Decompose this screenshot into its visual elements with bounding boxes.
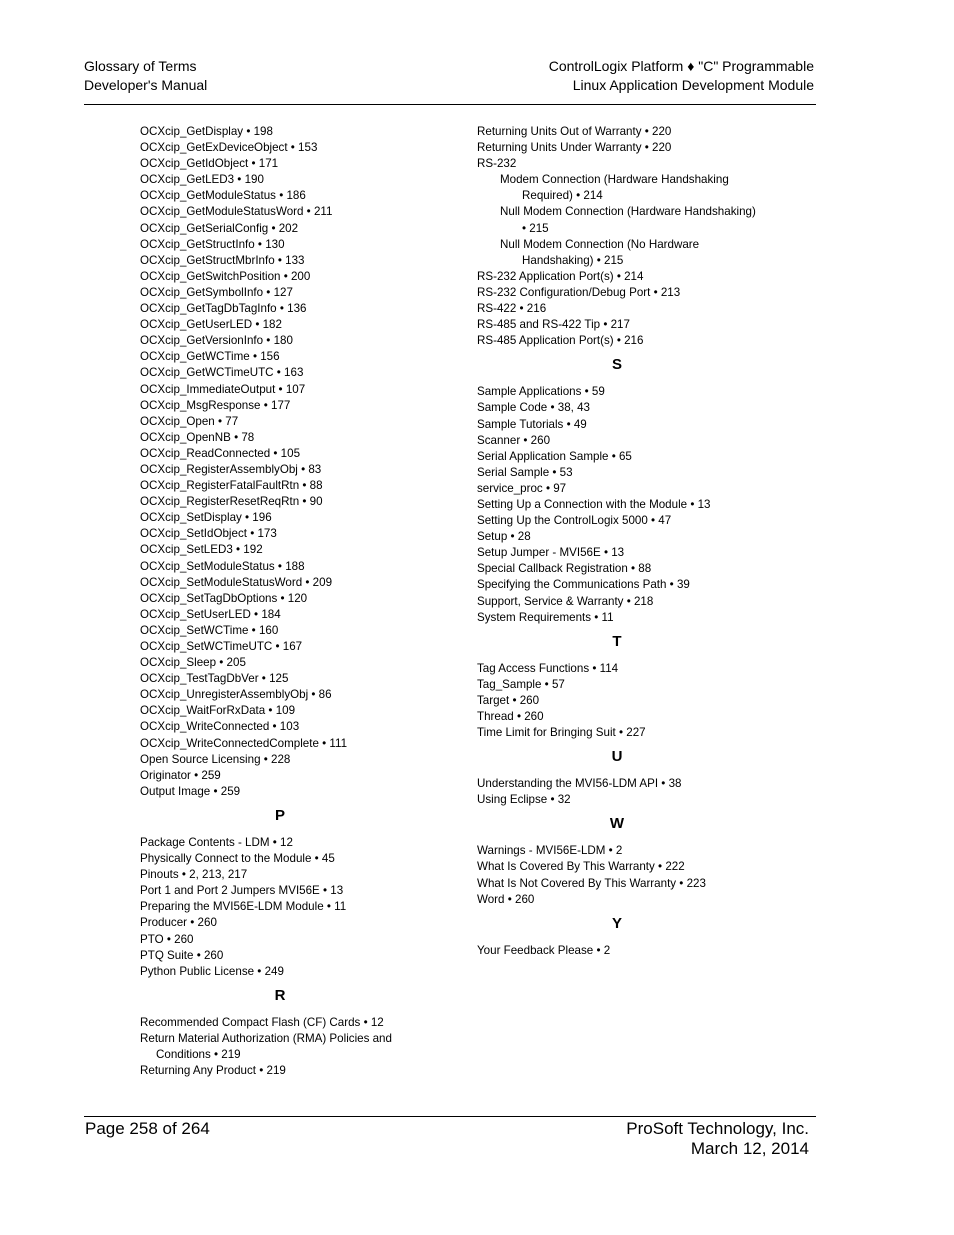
index-entry-text: System Requirements • 11: [477, 610, 614, 624]
index-entry-text: OCXcip_RegisterAssemblyObj • 83: [140, 462, 322, 476]
index-entry-text: What Is Not Covered By This Warranty • 223: [477, 876, 706, 890]
index-entry: [477, 529, 777, 545]
index-entry-text: OCXcip_GetExDeviceObject • 153: [140, 141, 318, 155]
index-entry: [477, 285, 777, 301]
index-entry-text: OCXcip_GetWCTime • 156: [140, 350, 280, 364]
index-entry-text: RS-232: [477, 157, 517, 171]
index-entry: [477, 481, 777, 497]
index-entry: [477, 545, 777, 561]
index-entry-text: OCXcip_SetUserLED • 184: [140, 607, 281, 621]
index-entry-text: OCXcip_GetStructMbrInfo • 133: [140, 253, 305, 267]
index-entry-text: OCXcip_ReadConnected • 105: [140, 446, 301, 460]
index-entry: [140, 784, 440, 800]
footer-company: ProSoft Technology, Inc.: [626, 1119, 809, 1138]
index-entry-text: Setting Up the ControlLogix 5000 • 47: [477, 514, 672, 528]
index-entry: [140, 172, 440, 188]
index-entry-text: Using Eclipse • 32: [477, 793, 571, 807]
index-entry: [477, 449, 777, 465]
index-entry: [140, 655, 440, 671]
index-entry: [477, 843, 777, 859]
header-divider: [84, 104, 816, 105]
index-entry: [140, 382, 440, 398]
index-entry-text: Output Image • 259: [140, 784, 241, 798]
index-entry: [140, 365, 440, 381]
index-entry-text: Serial Application Sample • 65: [477, 449, 632, 463]
index-entry-text: Specifying the Communications Path • 39: [477, 578, 690, 592]
index-entry-text: OCXcip_GetSerialConfig • 202: [140, 221, 299, 235]
index-entry: [477, 400, 777, 416]
index-entry-text: OCXcip_GetVersionInfo • 180: [140, 334, 293, 348]
index-entry: [140, 768, 440, 784]
index-entry: [140, 237, 440, 253]
index-entry-text: OCXcip_SetIdObject • 173: [140, 527, 277, 541]
page-number: Page 258 of 264: [85, 1119, 210, 1138]
index-entry-text: OCXcip_GetIdObject • 171: [140, 157, 279, 171]
index-entry: [477, 269, 777, 285]
index-entry: [140, 575, 440, 591]
index-entry: [140, 510, 440, 526]
index-entry-text: RS-232 Application Port(s) • 214: [477, 269, 644, 283]
index-entry: [140, 301, 440, 317]
index-entry: [140, 317, 440, 333]
header-manual-title: Developer's Manual: [84, 77, 208, 93]
index-entry-text: OCXcip_Open • 77: [140, 414, 239, 428]
index-entry: [140, 719, 440, 735]
index-entry: [140, 156, 440, 172]
index-entry-text: Special Callback Registration • 88: [477, 562, 652, 576]
section-letter-s: S: [611, 356, 622, 374]
index-entry: [140, 591, 440, 607]
section-letter-t: T: [612, 632, 622, 650]
section-letter-w: W: [609, 815, 625, 833]
index-entry: [477, 333, 777, 349]
index-entry-text: OCXcip_GetTagDbTagInfo • 136: [140, 302, 307, 316]
index-entry-text: OCXcip_WaitForRxData • 109: [140, 704, 296, 718]
index-entry: [477, 677, 777, 693]
index-entry-text: OCXcip_MsgResponse • 177: [140, 398, 291, 412]
index-entry: [140, 285, 440, 301]
index-entry: [140, 671, 440, 687]
header-left: [84, 57, 207, 95]
index-entry-text: OCXcip_GetModuleStatusWord • 211: [140, 205, 333, 219]
index-entry-text: OCXcip_SetTagDbOptions • 120: [140, 591, 308, 605]
index-entry-text: OCXcip_SetModuleStatus • 188: [140, 559, 305, 573]
footer-right: [626, 1119, 809, 1159]
index-entry: [140, 414, 440, 430]
section-letter-r: R: [274, 986, 286, 1004]
index-entry: [140, 398, 440, 414]
footer-date: March 12, 2014: [690, 1139, 809, 1158]
index-entry-text: OCXcip_GetSymbolInfo • 127: [140, 285, 293, 299]
index-entry-text: OCXcip_WriteConnectedComplete • 111: [140, 736, 348, 750]
index-entry: [140, 494, 440, 510]
index-entry-continuation: • 215: [522, 221, 549, 235]
index-entry: [477, 417, 777, 433]
index-entry: [140, 559, 440, 575]
index-entry-text: Producer • 260: [140, 916, 217, 930]
index-entry: [140, 253, 440, 269]
index-entry: [140, 349, 440, 365]
index-entry: [477, 561, 777, 577]
index-entry: [140, 1031, 440, 1063]
index-entry-text: OCXcip_SetWCTimeUTC • 167: [140, 640, 303, 653]
index-entry: [477, 317, 777, 333]
index-entry: [477, 943, 777, 959]
index-entry: [477, 892, 777, 908]
index-entry-text: OCXcip_GetModuleStatus • 186: [140, 189, 306, 203]
index-entry: [477, 497, 777, 513]
index-entry-text: OCXcip_SetModuleStatusWord • 209: [140, 575, 333, 589]
index-column-left: [140, 124, 440, 1079]
index-entry-text: RS-485 Application Port(s) • 216: [477, 334, 644, 348]
index-entry: [140, 835, 440, 851]
header-section-title: Glossary of Terms: [84, 58, 197, 74]
index-entry-text: Warnings - MVI56E-LDM • 2: [477, 844, 623, 858]
index-entry-text: OCXcip_GetLED3 • 190: [140, 173, 264, 187]
index-entry: [477, 156, 777, 172]
index-entry: [477, 610, 777, 626]
index-entry: [140, 333, 440, 349]
index-entry: [477, 792, 777, 808]
index-entry-text: Word • 260: [477, 892, 535, 906]
index-entry-text: Tag_Sample • 57: [477, 677, 565, 691]
index-entry: [140, 752, 440, 768]
index-entry: [477, 433, 777, 449]
index-entry-text: OCXcip_SetDisplay • 196: [140, 511, 272, 525]
index-entry-text: PTO • 260: [140, 932, 194, 946]
index-subentry: [477, 204, 777, 236]
index-entry: [140, 883, 440, 899]
section-letter-p: P: [274, 806, 285, 824]
index-entry: [140, 932, 440, 948]
index-entry: [140, 964, 440, 980]
index-entry: [140, 867, 440, 883]
index-entry-text: OCXcip_RegisterFatalFaultRtn • 88: [140, 479, 323, 493]
index-entry-text: RS-422 • 216: [477, 302, 547, 316]
index-entry-text: Tag Access Functions • 114: [477, 661, 619, 675]
index-entry: [477, 465, 777, 481]
index-entry-text: OCXcip_GetDisplay • 198: [140, 125, 273, 138]
index-entry: [140, 915, 440, 931]
footer-divider: [84, 1116, 816, 1117]
index-entry: [477, 725, 777, 741]
index-entry: [140, 478, 440, 494]
index-entry: [140, 899, 440, 915]
index-entry: [140, 639, 440, 655]
index-entry-text: Serial Sample • 53: [477, 465, 573, 479]
index-entry-text: OCXcip_GetStructInfo • 130: [140, 237, 285, 251]
index-entry: [477, 513, 777, 529]
index-entry: [477, 140, 777, 156]
index-entry-text: Sample Tutorials • 49: [477, 417, 587, 431]
index-entry-text: Returning Any Product • 219: [140, 1064, 286, 1078]
index-entry-text: Preparing the MVI56E-LDM Module • 11: [140, 900, 347, 914]
index-entry-text: Originator • 259: [140, 768, 221, 782]
index-entry: [140, 140, 440, 156]
index-entry-continuation: Conditions • 219: [156, 1047, 241, 1061]
index-entry: [477, 876, 777, 892]
index-entry: [140, 204, 440, 220]
header-right: [549, 57, 814, 95]
index-entry-text: RS-485 and RS-422 Tip • 217: [477, 318, 630, 332]
index-entry-text: PTQ Suite • 260: [140, 948, 224, 962]
index-entry: [477, 859, 777, 875]
index-entry: [140, 269, 440, 285]
index-entry-text: OCXcip_GetSwitchPosition • 200: [140, 269, 311, 283]
index-entry-text: RS-232 Configuration/Debug Port • 213: [477, 285, 681, 299]
index-entry: [140, 446, 440, 462]
index-entry-text: Open Source Licensing • 228: [140, 752, 291, 766]
index-entry-text: Return Material Authorization (RMA) Policies and: [140, 1031, 392, 1045]
index-entry: [140, 736, 440, 752]
index-entry-text: OCXcip_SetLED3 • 192: [140, 543, 263, 557]
index-entry-text: Recommended Compact Flash (CF) Cards • 12: [140, 1015, 384, 1029]
section-letter-u: U: [611, 748, 623, 766]
index-entry: [140, 687, 440, 703]
footer-left: [85, 1119, 210, 1139]
index-entry-text: Returning Units Out of Warranty • 220: [477, 125, 672, 138]
index-entry: [477, 776, 777, 792]
index-entry-text: Understanding the MVI56-LDM API • 38: [477, 777, 682, 791]
index-entry-text: OCXcip_RegisterResetReqRtn • 90: [140, 495, 323, 509]
index-entry: [140, 607, 440, 623]
index-entry-text: service_proc • 97: [477, 481, 567, 495]
index-entry-text: Port 1 and Port 2 Jumpers MVI56E • 13: [140, 884, 344, 898]
index-entry: [477, 661, 777, 677]
index-entry-text: Setup Jumper - MVI56E • 13: [477, 546, 625, 560]
index-entry-text: Support, Service & Warranty • 218: [477, 594, 654, 608]
index-entry-text: Python Public License • 249: [140, 964, 284, 978]
index-entry: [477, 594, 777, 610]
index-entry-text: Modem Connection (Hardware Handshaking: [500, 173, 729, 187]
index-entry-text: Target • 260: [477, 693, 540, 707]
index-entry-text: Scanner • 260: [477, 433, 551, 447]
index-entry-text: Pinouts • 2, 213, 217: [140, 868, 248, 882]
index-column-right: [477, 124, 777, 959]
index-entry: [140, 1063, 440, 1079]
index-entry-text: Null Modem Connection (No Hardware: [500, 237, 700, 251]
index-entry-text: Your Feedback Please • 2: [477, 943, 611, 957]
index-entry-text: OCXcip_GetUserLED • 182: [140, 318, 282, 332]
index-entry: [140, 526, 440, 542]
index-entry-continuation: Required) • 214: [522, 189, 603, 203]
index-entry: [140, 542, 440, 558]
index-entry: [140, 188, 440, 204]
index-entry-text: Thread • 260: [477, 710, 544, 723]
index-entry-text: Sample Code • 38, 43: [477, 401, 590, 415]
index-entry: [140, 430, 440, 446]
index-entry-continuation: Handshaking) • 215: [522, 253, 624, 267]
index-entry-text: Physically Connect to the Module • 45: [140, 852, 335, 866]
index-entry: [140, 124, 440, 140]
index-entry: [140, 851, 440, 867]
index-entry-text: Setting Up a Connection with the Module • 13: [477, 497, 711, 511]
index-entry: [477, 693, 777, 709]
index-entry: [140, 462, 440, 478]
index-entry-text: Time Limit for Bringing Suit • 227: [477, 726, 646, 740]
index-entry: [140, 623, 440, 639]
index-entry: [477, 384, 777, 400]
index-entry-text: OCXcip_WriteConnected • 103: [140, 720, 300, 734]
index-entry-text: OCXcip_SetWCTime • 160: [140, 623, 279, 637]
index-entry-text: OCXcip_GetWCTimeUTC • 163: [140, 366, 304, 380]
index-entry: [477, 124, 777, 140]
header-module-title: Linux Application Development Module: [572, 77, 814, 93]
index-entry-text: Package Contents - LDM • 12: [140, 835, 293, 849]
index-entry-text: Sample Applications • 59: [477, 385, 605, 399]
index-subentry: [477, 172, 777, 204]
header-platform-title: ControlLogix Platform ♦ "C" Programmable: [548, 58, 814, 74]
index-entry: [140, 221, 440, 237]
index-entry-text: Null Modem Connection (Hardware Handshaking): [500, 205, 756, 219]
index-entry: [477, 709, 777, 725]
section-letter-y: Y: [611, 914, 622, 932]
index-entry: [477, 301, 777, 317]
index-entry: [477, 577, 777, 593]
index-entry: [140, 703, 440, 719]
index-entry-text: OCXcip_OpenNB • 78: [140, 430, 255, 444]
index-entry-text: OCXcip_TestTagDbVer • 125: [140, 672, 289, 686]
index-entry-text: What Is Covered By This Warranty • 222: [477, 860, 685, 874]
index-entry-text: OCXcip_Sleep • 205: [140, 656, 246, 670]
index-entry-text: Setup • 28: [477, 530, 531, 544]
index-entry-text: Returning Units Under Warranty • 220: [477, 141, 672, 155]
index-entry: [140, 1015, 440, 1031]
index-entry: [140, 948, 440, 964]
index-entry-text: OCXcip_UnregisterAssemblyObj • 86: [140, 688, 332, 702]
index-entry-text: OCXcip_ImmediateOutput • 107: [140, 382, 306, 396]
index-subentry: [477, 237, 777, 269]
